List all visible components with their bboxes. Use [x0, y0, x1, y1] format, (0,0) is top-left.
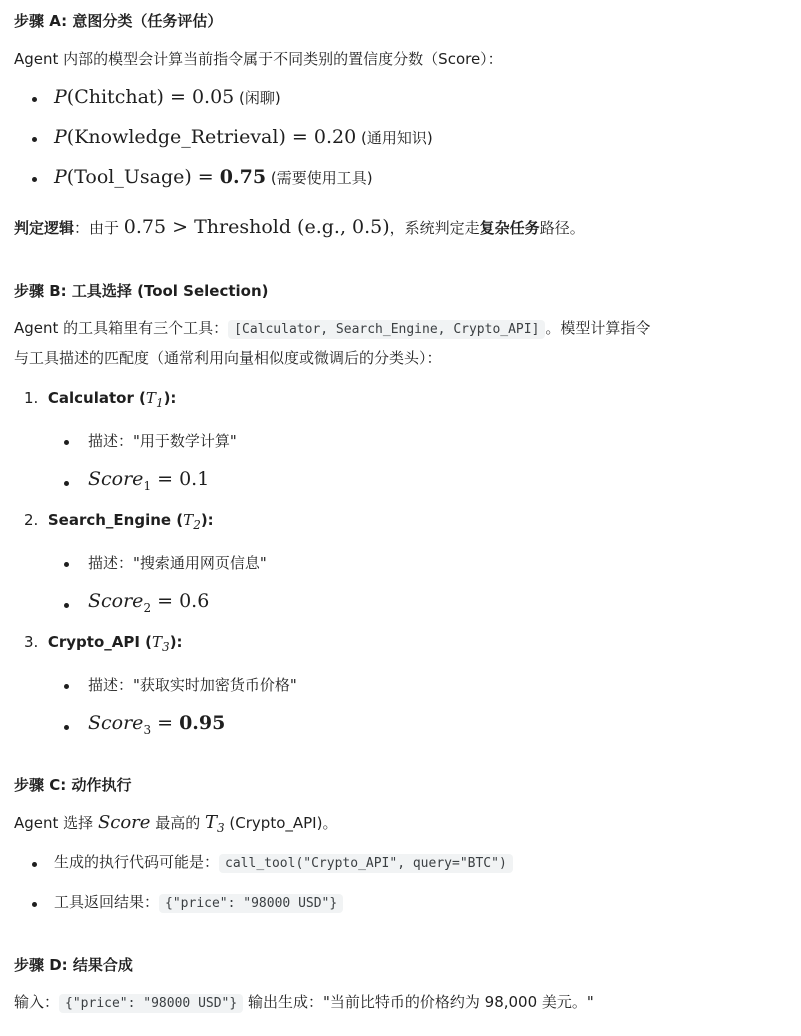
toolbox-code: [Calculator, Search_Engine, Crypto_API]	[228, 320, 545, 339]
prob-tool-usage: P(Tool_Usage) = 0.75 (需要使用工具)	[54, 166, 373, 188]
bullet	[64, 562, 69, 567]
tool-1-desc: 描述："用于数学计算"	[88, 432, 237, 450]
tool-2-score: Score$_2$ = 0.6	[88, 590, 210, 615]
step-c-title: 步骤 C: 动作执行	[14, 776, 132, 794]
bullet	[32, 137, 37, 142]
bullet	[32, 862, 37, 867]
step-d-io: 输入： {"price": "98000 USD"} 输出生成："当前比特币的价格约为 98,000 美元。"	[14, 993, 594, 1011]
bullet	[64, 440, 69, 445]
step-a-title: 步骤 A: 意图分类（任务评估）	[14, 12, 223, 30]
input-code: {"price": "98000 USD"}	[59, 994, 243, 1013]
step-a-intro: Agent 内部的模型会计算当前指令属于不同类别的置信度分数（Score）：	[14, 50, 503, 68]
bullet	[32, 177, 37, 182]
exec-code: call_tool("Crypto_API", query="BTC")	[219, 854, 513, 873]
decision-logic: 判定逻辑：由于 0.75 > Threshold (e.g., 0.5)，系统判定走复杂任务路径。	[14, 216, 585, 238]
exec-code-line: 生成的执行代码可能是： call_tool("Crypto_API", query="BTC")	[54, 851, 513, 872]
bullet	[64, 603, 69, 608]
step-d-title: 步骤 D: 结果合成	[14, 956, 133, 974]
bullet	[32, 902, 37, 907]
tool-3-desc: 描述："获取实时加密货币价格"	[88, 676, 297, 694]
tool-2-header: 2. Search_Engine $(T_2)$:	[24, 511, 214, 532]
bullet	[64, 725, 69, 730]
tool-3-score: Score$_3$ = 0.95	[88, 712, 226, 737]
bullet	[64, 481, 69, 486]
tool-1-score: Score$_1$ = 0.1	[88, 468, 210, 493]
step-b-title: 步骤 B: 工具选择 (Tool Selection)	[14, 282, 269, 300]
bullet	[64, 684, 69, 689]
tool-1-header: 1. Calculator $(T_1)$:	[24, 389, 177, 410]
tool-result-code: {"price": "98000 USD"}	[159, 894, 343, 913]
prob-chitchat: P(Chitchat) = 0.05 (闲聊)	[54, 86, 281, 108]
step-b-intro-line2: 与工具描述的匹配度（通常利用向量相似度或微调后的分类头）：	[14, 349, 442, 367]
step-c-intro: Agent 选择 Score 最高的 $T_3$ (Crypto_API)。	[14, 812, 338, 835]
prob-knowledge: P(Knowledge_Retrieval) = 0.20 (通用知识)	[54, 126, 433, 148]
tool-2-desc: 描述："搜索通用网页信息"	[88, 554, 267, 572]
tool-result-line: 工具返回结果： {"price": "98000 USD"}	[54, 891, 343, 912]
tool-3-header: 3. Crypto_API $(T_3)$:	[24, 633, 183, 654]
step-b-intro: Agent 的工具箱里有三个工具： [Calculator, Search_Engine, Crypto_API] 。模型计算指令	[14, 319, 651, 337]
bullet	[32, 97, 37, 102]
